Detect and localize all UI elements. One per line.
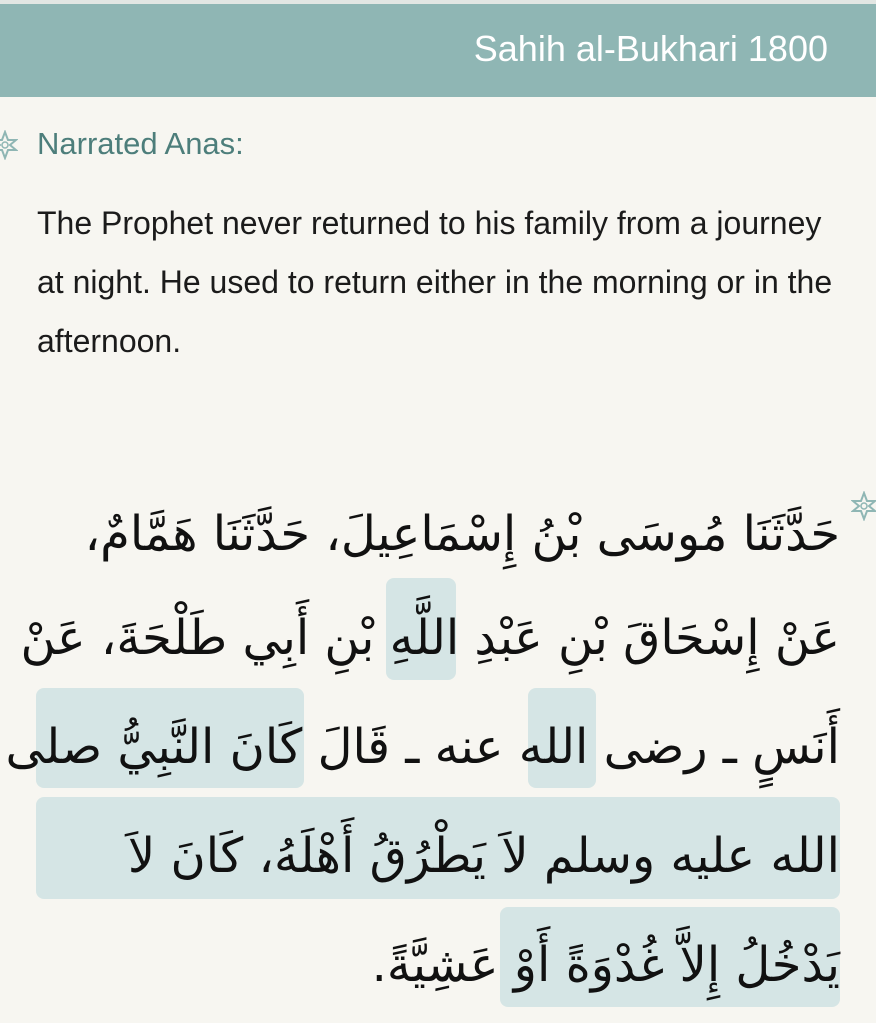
english-translation: The Prophet never returned to his family from a journey at night. He used to return either in the morning or in the afternoon. xyxy=(37,205,833,359)
header-bar xyxy=(0,4,876,97)
arabic-line-3: أَنَسٍ ـ رضى الله عنه ـ قَالَ كَانَ النَّبِيُّ صلى xyxy=(5,719,840,775)
arabic-line-1: حَدَّثَنَا مُوسَى بْنُ إِسْمَاعِيلَ، حَدَّثَنَا هَمَّامٌ، xyxy=(84,506,840,562)
arabic-line-4: الله عليه وسلم لاَ يَطْرُقُ أَهْلَهُ، كَانَ لاَ xyxy=(127,828,840,884)
narrator-label: Narrated Anas: xyxy=(37,126,244,161)
hadith-reference-title: Sahih al-Bukhari 1800 xyxy=(473,28,828,69)
eight-point-star-icon xyxy=(0,130,18,160)
arabic-line-2: عَنْ إِسْحَاقَ بْنِ عَبْدِ اللَّهِ بْنِ أَبِي طَلْحَةَ، عَنْ xyxy=(20,610,840,666)
eight-point-star-icon xyxy=(851,491,876,521)
arabic-line-5: يَدْخُلُ إِلاَّ غُدْوَةً أَوْ عَشِيَّةً. xyxy=(371,937,840,993)
